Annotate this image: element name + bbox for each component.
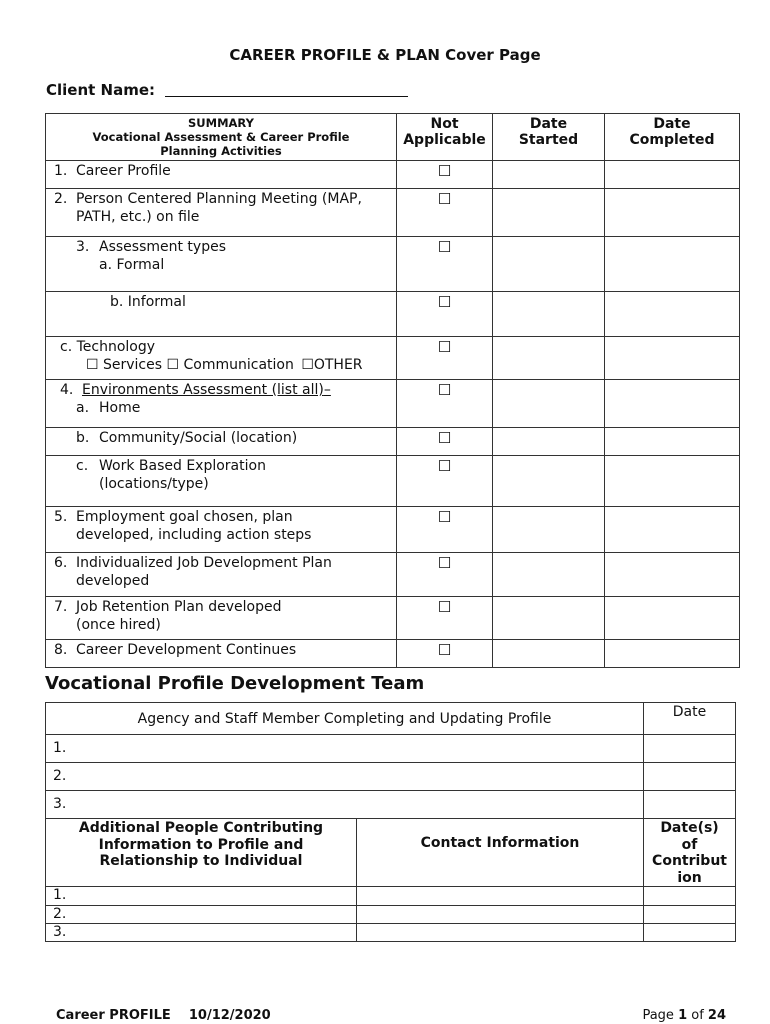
contact-cell[interactable] <box>357 924 644 942</box>
not-applicable-checkbox[interactable]: ☐ <box>397 161 493 189</box>
activity-environments-work <box>46 456 397 507</box>
not-applicable-checkbox[interactable]: ☐ <box>397 292 493 337</box>
activity-career-development <box>46 640 397 668</box>
additional-header-row <box>46 819 736 887</box>
activity-planning-meeting <box>46 189 397 237</box>
date-completed-cell[interactable] <box>605 553 740 597</box>
additional-row-3[interactable]: 3. <box>46 924 357 942</box>
item-subtext: a. Formal <box>99 257 165 273</box>
item-number: 3. <box>76 239 90 255</box>
contribution-date-cell[interactable] <box>644 906 736 924</box>
option-communication[interactable]: ☐ Communication <box>166 357 294 373</box>
table-row <box>46 640 740 668</box>
sub-item-number: a. <box>76 400 90 416</box>
not-applicable-checkbox[interactable]: ☐ <box>397 597 493 640</box>
agency-header-row <box>46 703 736 735</box>
item-number: 5. <box>54 509 68 525</box>
date-started-cell[interactable] <box>493 428 605 456</box>
agency-header: Agency and Staff Member Completing and Updating Profile <box>46 703 644 735</box>
page-total: 24 <box>707 1008 726 1023</box>
item-number: 2. <box>54 191 68 207</box>
contact-cell[interactable] <box>357 906 644 924</box>
item-subtext: Home <box>99 400 141 416</box>
summary-header-line3: Planning Activities <box>160 144 282 158</box>
agency-date-cell[interactable] <box>644 735 736 763</box>
table-row <box>46 189 740 237</box>
item-text-line1: Work Based Exploration <box>99 458 266 474</box>
activity-assessment-technology <box>46 337 397 380</box>
not-applicable-checkbox[interactable]: ☐ <box>397 428 493 456</box>
client-name-label: Client Name: <box>46 81 156 99</box>
date-completed-header-line2: Completed <box>629 132 715 148</box>
summary-header <box>46 114 397 161</box>
item-text-line2: developed <box>76 573 150 589</box>
date-started-cell[interactable] <box>493 189 605 237</box>
agency-date-cell[interactable] <box>644 791 736 819</box>
item-text: Assessment types <box>99 239 226 255</box>
item-number: 1. <box>54 163 68 179</box>
table-row <box>46 292 740 337</box>
date-completed-cell[interactable] <box>605 161 740 189</box>
page-title: CAREER PROFILE & PLAN Cover Page <box>229 46 541 64</box>
date-started-cell[interactable] <box>493 640 605 668</box>
not-applicable-checkbox[interactable]: ☐ <box>397 189 493 237</box>
table-row <box>46 763 736 791</box>
date-completed-cell[interactable] <box>605 428 740 456</box>
not-applicable-checkbox[interactable]: ☐ <box>397 456 493 507</box>
additional-people-header <box>46 819 357 887</box>
footer-document-info: Career PROFILE 10/12/2020 <box>56 1008 271 1023</box>
activity-assessment-informal <box>46 292 397 337</box>
item-text: c. Technology <box>60 339 156 355</box>
item-number: c. <box>76 458 89 474</box>
table-row <box>46 456 740 507</box>
date-started-cell[interactable] <box>493 292 605 337</box>
item-text: b. Informal <box>110 294 186 310</box>
date-completed-cell[interactable] <box>605 337 740 380</box>
item-text: Career Development Continues <box>76 642 297 658</box>
table-row <box>46 887 736 906</box>
activity-job-development-plan <box>46 553 397 597</box>
item-text-line1: Individualized Job Development Plan <box>76 555 332 571</box>
table-row <box>46 237 740 292</box>
item-text-line2: (locations/type) <box>99 476 209 492</box>
activity-job-retention-plan <box>46 597 397 640</box>
page-prefix: Page <box>642 1008 679 1023</box>
table-row <box>46 791 736 819</box>
page-of: of <box>687 1008 708 1023</box>
item-number: 7. <box>54 599 68 615</box>
date-started-cell[interactable] <box>493 380 605 428</box>
date-completed-header <box>605 114 740 161</box>
not-applicable-header-line2: Applicable <box>403 132 486 148</box>
item-text: Career Profile <box>76 163 171 179</box>
item-number: 4. <box>60 382 74 398</box>
item-text: Environments Assessment (list all) <box>82 382 324 398</box>
date-started-cell[interactable] <box>493 337 605 380</box>
additional-people-header-line2: Information to Profile and <box>98 836 304 853</box>
date-started-cell[interactable] <box>493 456 605 507</box>
agency-date-cell[interactable] <box>644 763 736 791</box>
date-completed-cell[interactable] <box>605 380 740 428</box>
item-text-line1: Job Retention Plan developed <box>76 599 282 615</box>
additional-people-header-line3: Relationship to Individual <box>99 853 303 869</box>
dates-contribution-header-line1: Date(s) <box>660 820 719 836</box>
summary-header-row <box>46 114 740 161</box>
dates-contribution-header-line3: Contribut <box>652 853 727 869</box>
table-row <box>46 597 740 640</box>
date-completed-cell[interactable] <box>605 640 740 668</box>
summary-header-line2: Vocational Assessment & Career Profile <box>92 130 350 144</box>
option-services[interactable]: ☐ Services <box>86 357 163 373</box>
client-name-field[interactable] <box>165 95 408 97</box>
activity-environments-home <box>46 380 397 428</box>
additional-people-header-line1: Additional People Contributing <box>78 820 324 836</box>
dates-contribution-header-line2: of <box>681 836 698 853</box>
agency-row-3[interactable]: 3. <box>46 791 644 819</box>
date-started-cell[interactable] <box>493 237 605 292</box>
contribution-date-cell[interactable] <box>644 924 736 942</box>
not-applicable-header <box>397 114 493 161</box>
date-completed-cell[interactable] <box>605 189 740 237</box>
not-applicable-checkbox[interactable]: ☐ <box>397 507 493 553</box>
table-row <box>46 924 736 942</box>
date-completed-cell[interactable] <box>605 292 740 337</box>
date-completed-cell[interactable] <box>605 237 740 292</box>
item-text-line2: developed, including action steps <box>76 527 312 543</box>
item-text-line1: Person Centered Planning Meeting (MAP, <box>76 191 362 207</box>
item-text-line2: (once hired) <box>76 617 161 633</box>
page-current: 1 <box>678 1008 688 1023</box>
table-row <box>46 337 740 380</box>
not-applicable-checkbox[interactable]: ☐ <box>397 640 493 668</box>
activity-environments-community <box>46 428 397 456</box>
date-completed-header-line1: Date <box>653 116 691 132</box>
item-text-line2: PATH, etc.) on file <box>76 209 200 225</box>
not-applicable-header-line1: Not <box>430 116 459 132</box>
date-started-header-line1: Date <box>529 116 568 132</box>
item-text-line1: Employment goal chosen, plan <box>76 509 293 525</box>
date-completed-cell[interactable] <box>605 597 740 640</box>
table-row <box>46 906 736 924</box>
date-started-cell[interactable] <box>493 597 605 640</box>
table-row <box>46 428 740 456</box>
table-row <box>46 380 740 428</box>
agency-row-1[interactable]: 1. <box>46 735 644 763</box>
item-text: Community/Social (location) <box>99 430 298 446</box>
activity-assessment-formal <box>46 237 397 292</box>
table-row <box>46 735 736 763</box>
contribution-date-cell[interactable] <box>644 887 736 906</box>
activity-career-profile <box>46 161 397 189</box>
date-completed-cell[interactable] <box>605 507 740 553</box>
date-header: Date <box>644 703 736 735</box>
dates-contribution-header <box>644 819 736 887</box>
table-row <box>46 161 740 189</box>
team-section-title: Vocational Profile Development Team <box>45 673 425 694</box>
item-number: 8. <box>54 642 68 658</box>
technology-options <box>46 356 396 374</box>
not-applicable-checkbox[interactable]: ☐ <box>397 337 493 380</box>
not-applicable-checkbox[interactable]: ☐ <box>397 553 493 597</box>
table-row <box>46 507 740 553</box>
contact-info-header: Contact Information <box>357 819 644 887</box>
summary-header-line1: SUMMARY <box>188 116 254 130</box>
activity-employment-goal <box>46 507 397 553</box>
additional-row-2[interactable]: 2. <box>46 906 357 924</box>
additional-row-1[interactable]: 1. <box>46 887 357 906</box>
date-completed-cell[interactable] <box>605 456 740 507</box>
agency-row-2[interactable]: 2. <box>46 763 644 791</box>
team-table <box>45 702 736 942</box>
date-started-cell[interactable] <box>493 553 605 597</box>
date-started-cell[interactable] <box>493 507 605 553</box>
table-row <box>46 553 740 597</box>
item-number: 6. <box>54 555 68 571</box>
summary-table <box>45 113 740 668</box>
not-applicable-checkbox[interactable]: ☐ <box>397 237 493 292</box>
not-applicable-checkbox[interactable]: ☐ <box>397 380 493 428</box>
option-other[interactable]: ☐OTHER <box>301 357 363 373</box>
item-number: b. <box>76 430 90 446</box>
dates-contribution-header-line4: ion <box>677 869 702 886</box>
contact-cell[interactable] <box>357 887 644 906</box>
date-started-header <box>493 114 605 161</box>
footer-page-number <box>642 1008 726 1023</box>
item-dash: – <box>323 382 331 398</box>
date-started-cell[interactable] <box>493 161 605 189</box>
date-started-header-line2: Started <box>518 132 579 148</box>
